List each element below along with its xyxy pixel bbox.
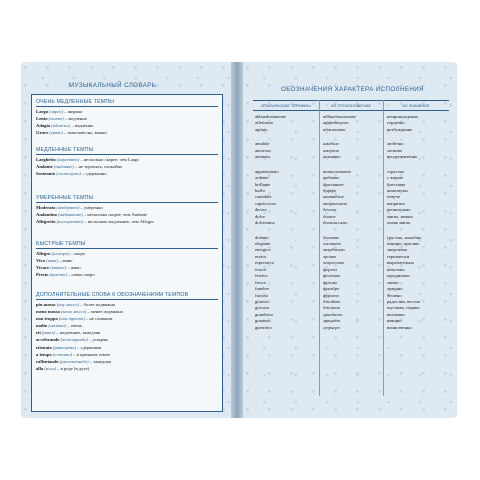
pronunciation-cell: грациозо (323, 318, 341, 324)
entry-pronunciation: (ларго) (49, 109, 63, 114)
header-pronunciation: ИХ ПРОИЗНОШЕНИЕ (330, 103, 372, 108)
entry-pronunciation: (аллегро) (51, 251, 70, 256)
dictionary-entry (36, 264, 218, 271)
pronunciation-cell: бриллянте (323, 181, 344, 187)
meaning-cell: комически (387, 187, 408, 193)
dictionary-entry (36, 156, 218, 163)
dictionary-entry (36, 204, 218, 211)
entry-meaning: – ускоряя (87, 337, 108, 343)
column-divider (319, 100, 320, 396)
italian-term-cell: animato (255, 154, 270, 160)
entry-term: Grave (36, 130, 49, 136)
table-row (253, 154, 449, 160)
entry-pronunciation: (аллегретто) (56, 219, 84, 225)
entry-term: Moderato (36, 205, 56, 210)
pronunciation-cell: ардэнте (323, 175, 340, 181)
italian-term-cell: cantabile (255, 194, 272, 200)
meaning-cell: воинственно (387, 324, 412, 330)
entry-term: Vivo (36, 258, 46, 264)
section-heading: БЫСТРЫЕ ТЕМПЫ (36, 241, 218, 249)
meaning-cell: ласково (387, 147, 403, 153)
entry-term: meno mosso (36, 309, 60, 315)
entry-meaning: – более подвижно (79, 302, 116, 307)
italian-term-cell: ardente (255, 175, 269, 181)
pronunciation-cell: фестиво (323, 273, 341, 279)
pronunciation-cell: фунэбрэ (323, 286, 339, 292)
term-group (253, 235, 449, 332)
pronunciation-cell: ферочэ (323, 266, 337, 272)
pronunciation-cell: долэнте (323, 234, 340, 240)
italian-term-cell: dolcissimo (255, 220, 275, 226)
pronunciation-cell: фуриозо (323, 292, 339, 298)
left-page-title: МУЗЫКАЛЬНЫЙ СЛОВАРЬ (69, 82, 157, 89)
table-row (253, 220, 449, 226)
entry-term: rit (36, 330, 41, 336)
italian-term-cell: festivo (255, 273, 268, 279)
pronunciation-cell: анимато (323, 154, 341, 160)
tempo-section (36, 147, 218, 177)
meaning-cell: страстно (387, 168, 405, 174)
meaning-cell: бешено (387, 292, 402, 298)
entry-term: Allegro (36, 251, 51, 256)
meaning-cell: свежо (387, 279, 399, 285)
pronunciation-cell: грандиозо (323, 311, 343, 317)
dictionary-entry (36, 115, 218, 122)
dictionary-entry (36, 170, 218, 177)
meaning-cell: шутливо, игриво (387, 305, 420, 311)
entry-pronunciation: (аччелерандо) (60, 337, 88, 343)
left-page (21, 62, 231, 418)
italian-term-cell: espressivo (255, 260, 275, 266)
section-heading: МЕДЛЕННЫЕ ТЕМПЫ (36, 147, 218, 155)
dictionary-entry (36, 129, 218, 136)
meaning-cell: величаво (387, 311, 405, 317)
italian-term-cell: capriccioso (255, 200, 276, 206)
entry-pronunciation: (ритэ) (42, 330, 56, 336)
entry-term: Andante (36, 164, 53, 170)
meaning-cell: празднично (387, 273, 410, 279)
tempo-section (36, 99, 218, 136)
pronunciation-cell: эспрессиво (323, 260, 345, 266)
entry-term: Larghetto (36, 157, 56, 162)
entry-pronunciation: (ленто) (48, 116, 64, 122)
entry-term: Largo (36, 109, 48, 114)
entry-pronunciation: (а темпо) (52, 351, 73, 357)
entry-meaning: – несколько скорее, чем Andante (82, 212, 148, 218)
dictionary-entry (36, 122, 218, 129)
entry-term: piu mosso (36, 302, 56, 307)
entry-meaning: – скоро (69, 251, 86, 256)
meaning-cell: певуче (387, 194, 401, 200)
pronunciation-cell: фрэско (323, 279, 337, 285)
entry-pronunciation: (ритенуто) (52, 344, 76, 350)
italian-term-cell: feroce (255, 266, 267, 272)
entry-term: alla (36, 365, 44, 371)
italian-term-cell: dolente (255, 234, 269, 240)
dictionary-entry (36, 218, 218, 225)
pronunciation-cell: джокозо (323, 305, 341, 311)
dictionary-entry (36, 163, 218, 170)
pronunciation-cell: джойозо (323, 298, 341, 304)
entry-meaning: – несколько скорее, чем Largo (79, 157, 139, 162)
entry-term: a tempo (36, 351, 52, 357)
meaning-cell: сердечно (387, 120, 405, 126)
meaning-cell: блестяще (387, 181, 406, 187)
dictionary-entry (36, 250, 218, 257)
entry-pronunciation: (престо) (49, 272, 67, 278)
entry-meaning: – медленно (63, 116, 88, 122)
italian-term-cell: affettuoso (255, 120, 274, 126)
italian-term-cell: abbandonamente (255, 114, 287, 119)
entry-meaning: – медленно (70, 123, 94, 129)
entry-term: Sostenuto (36, 171, 56, 177)
italian-term-cell: energico (255, 247, 271, 253)
meaning-cell: капризно (387, 200, 405, 206)
meaning-cell: с жаром (387, 175, 403, 181)
meaning-cell: мягко, нежно (387, 213, 413, 219)
italian-term-cell: appassionato (255, 168, 279, 174)
italian-term-cell: fresco (255, 279, 267, 285)
italian-term-cell: guerriero (255, 324, 272, 330)
entry-term: Adagio (36, 123, 51, 129)
meaning-cell: решительно (387, 207, 411, 213)
entry-term: non troppo (36, 316, 58, 322)
pronunciation-cell: аббандонаменте (323, 114, 357, 119)
entry-meaning: – умеренно (79, 205, 103, 210)
entry-meaning: – медленнее, замедляя (55, 330, 101, 336)
entry-meaning: – несколько медленнее, чем Allegro (83, 219, 154, 225)
tempo-section (36, 292, 218, 372)
entry-pronunciation: (мено моссо) (61, 309, 87, 315)
entry-pronunciation: (граве) (49, 130, 63, 136)
entry-meaning: – широко (62, 109, 83, 114)
entry-term: accelerando (36, 337, 60, 343)
pronunciation-cell: кантабиле (323, 194, 345, 200)
italian-term-cell: dolce (255, 213, 265, 219)
entry-meaning: – в роде (в духе) (56, 365, 90, 371)
entry-term: ritenuto (36, 344, 52, 350)
entry-meaning: – сдерживая (75, 344, 102, 350)
meaning-cell: воодушевленно (387, 154, 418, 160)
header-meaning: ИХ ЗНАЧЕНИЕ (402, 103, 430, 108)
pronunciation-cell: эроико (323, 253, 337, 259)
entry-meaning: – очень (66, 323, 82, 329)
dictionary-entry (36, 351, 218, 358)
pronunciation-cell: аджитато (323, 126, 346, 132)
entry-meaning: – в прежнем темпе (72, 351, 111, 357)
music-dictionary-box (31, 94, 223, 412)
dictionary-entry (36, 308, 218, 315)
entry-pronunciation: (виваче) (50, 265, 67, 271)
pronunciation-cell: амабиле (323, 141, 340, 147)
italian-term-cell: grazioso (255, 318, 271, 324)
dictionary-entry (36, 271, 218, 278)
italian-term-cell: elegante (255, 241, 271, 246)
pronunciation-cell: буффо (323, 187, 337, 193)
header-italian-terms: ИТАЛЬЯНСКИЕ ТЕРМИНЫ (261, 103, 311, 108)
entry-pronunciation: (раллентандо) (59, 358, 89, 364)
section-heading: ОЧЕНЬ МЕДЛЕННЫЕ ТЕМПЫ (36, 99, 218, 107)
entry-pronunciation: (модерато) (56, 205, 80, 210)
meaning-cell: героически (387, 253, 410, 259)
italian-term-cell: amabile (255, 141, 270, 147)
entry-meaning: – не торопясь, спокойно (73, 164, 123, 170)
pronunciation-cell: аморозо (323, 147, 340, 153)
entry-meaning: – сдержанно (80, 171, 107, 177)
italian-term-cell: furioso (255, 292, 269, 298)
pronunciation-cell: каприччиозо (323, 200, 348, 206)
dictionary-entry (36, 315, 218, 322)
dictionary-entry (36, 301, 218, 308)
dictionary-entry (36, 336, 218, 343)
performance-terms-table (253, 100, 449, 331)
section-heading: ДОПОЛНИТЕЛЬНЫЕ СЛОВА К ОБОЗНАЧЕНИЯМ ТЕМПОВ (36, 292, 218, 300)
meaning-cell: изящно, красиво (387, 241, 420, 246)
dictionary-entry (36, 329, 218, 336)
entry-term: molto (36, 323, 48, 329)
italian-term-cell: grandioso (255, 311, 274, 317)
dictionary-entry (36, 344, 218, 351)
table-row (253, 127, 449, 133)
entry-meaning: – тяжеловесно, важно (62, 130, 107, 136)
section-heading: УМЕРЕННЫЕ ТЕМПЫ (36, 195, 218, 203)
italian-term-cell: brillante (255, 181, 271, 187)
italian-term-cell: eroico (255, 253, 267, 259)
meaning-cell: возбужденно (387, 126, 413, 132)
entry-pronunciation: (андантино) (58, 212, 83, 218)
dictionary-entry (36, 211, 218, 218)
entry-term: Presto (36, 272, 49, 278)
entry-term: Allegretto (36, 219, 56, 225)
entry-meaning: – живо (57, 258, 73, 264)
italian-term-cell: gioioso (255, 298, 269, 304)
meaning-cell: любезно (387, 141, 404, 147)
italian-term-cell: amoroso (255, 147, 271, 153)
table-header (253, 101, 449, 111)
term-group (253, 141, 449, 160)
meaning-cell: очень мягко (387, 220, 411, 226)
dictionary-entry (36, 322, 218, 329)
meaning-cell: выразительно (387, 260, 415, 266)
italian-term-cell: deciso (255, 207, 267, 213)
term-group (253, 114, 449, 133)
italian-term-cell: buffo (255, 187, 265, 193)
entry-pronunciation: (состенуто) (56, 171, 81, 177)
meaning-cell: грустно, жалобно (387, 234, 422, 240)
entry-pronunciation: (нон троппо) (58, 316, 85, 322)
entry-pronunciation: (ларгетто) (56, 157, 80, 162)
entry-meaning: – менее подвижно (86, 309, 124, 315)
italian-term-cell: giocoso (255, 305, 270, 311)
entry-pronunciation: (алла) (44, 365, 57, 371)
pronunciation-cell: аффеттуозо (323, 120, 349, 126)
meaning-cell: энергично (387, 247, 408, 253)
dictionary-entry (36, 257, 218, 264)
pronunciation-cell: аппассионато (323, 168, 352, 174)
entry-pronunciation: (мольто) (48, 323, 67, 329)
pronunciation-cell: дечизо (323, 207, 336, 213)
entry-term: Andantino (36, 212, 57, 218)
entry-meaning: – не слишком (84, 316, 113, 322)
entry-term: rallentando (36, 358, 59, 364)
entry-pronunciation: (пиу моссо) (56, 302, 80, 307)
italian-term-cell: agitato (255, 126, 268, 132)
table-row (253, 325, 449, 331)
term-group (253, 169, 449, 227)
meaning-cell: радостно, весело (387, 298, 421, 304)
entry-meaning: – замедляя (88, 358, 111, 364)
pronunciation-cell: энэрджико (323, 247, 345, 253)
pronunciation-cell: гуэрьеро (323, 324, 340, 330)
column-divider (383, 100, 384, 396)
right-page (243, 62, 457, 418)
entry-pronunciation: (адажио) (51, 123, 71, 129)
book-spine (231, 62, 243, 418)
meaning-cell: изящно (387, 318, 402, 324)
italian-term-cell: funebre (255, 286, 270, 292)
tempo-section (36, 241, 218, 278)
right-page-title: ОБОЗНАЧЕНИЯ ХАРАКТЕРА ИСПОЛНЕНИЯ (281, 86, 424, 93)
entry-term: Lento (36, 116, 48, 122)
tempo-section (36, 195, 218, 225)
dictionary-entry (36, 108, 218, 115)
pronunciation-cell: элегантэ (323, 241, 341, 246)
dictionary-entry (36, 365, 218, 372)
entry-meaning: – живо (66, 265, 81, 271)
entry-meaning: – очень скоро (66, 272, 95, 278)
pronunciation-cell: дольчиссимо (323, 220, 348, 226)
meaning-cell: неистово (387, 266, 405, 272)
entry-pronunciation: (анданте) (54, 164, 74, 170)
meaning-cell: непринужденно (387, 114, 419, 119)
entry-term: Vivace (36, 265, 50, 271)
pronunciation-cell: дольче (323, 213, 336, 219)
dictionary-entry (36, 358, 218, 365)
entry-pronunciation: (виво) (46, 258, 58, 264)
meaning-cell: траурно (387, 286, 403, 292)
